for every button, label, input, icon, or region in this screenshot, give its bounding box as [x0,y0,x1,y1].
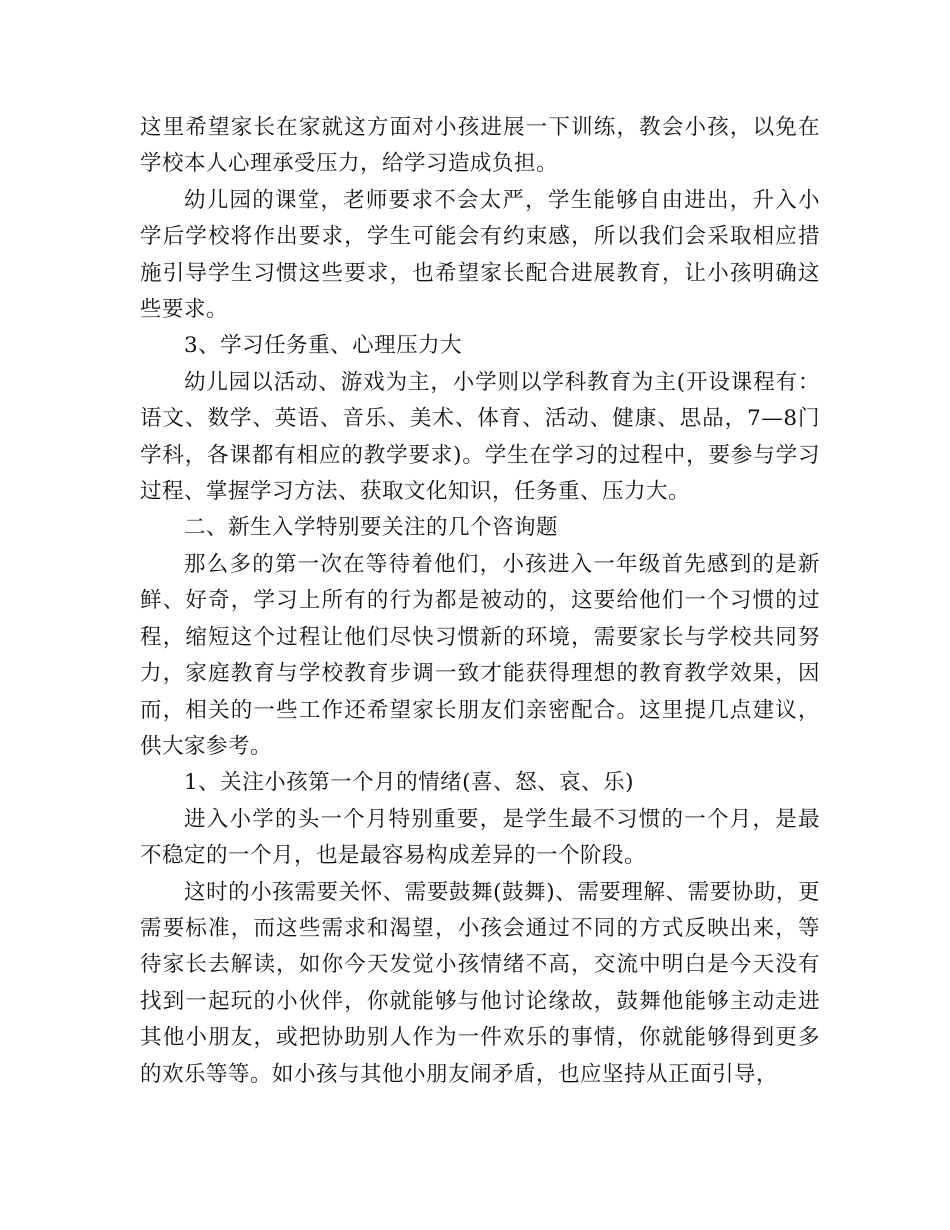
document-body [140,110,820,1093]
paragraph: 幼儿园以活动、游戏为主，小学则以学科教育为主(开设课程有：语文、数学、英语、音乐、美术、体育、活动、健康、思品，7—8门学科，各课都有相应的教学要求)。学生在学习的过程中，要参与学习过程、掌握学习方法、获取文化知识，任务重、压力大。 [140,369,820,505]
section-heading: 3、学习任务重、心理压力大 [184,333,463,359]
section-heading: 二、新生入学特别要关注的几个咨询题 [184,515,559,541]
paragraph: 这时的小孩需要关怀、需要鼓舞(鼓舞)、需要理解、需要协助，更需要标准，而这些需求和渴望，小孩会通过不同的方式反映出来，等待家长去解读，如你今天发觉小孩情绪不高，交流中明白是今天没有找到一起玩的小伙伴，你就能够与他讨论缘故，鼓舞他能够主动走进其他小朋友，或把协助别人作为一件欢乐的事情，你就能够得到更多的欢乐等等。如小孩与其他小朋友闹矛盾，也应坚持从正面引导， [140,879,820,1087]
paragraph: 那么多的第一次在等待着他们，小孩进入一年级首先感到的是新鲜、好奇，学习上所有的行为都是被动的，这要给他们一个习惯的过程，缩短这个过程让他们尽快习惯新的环境，需要家长与学校共同努力，家庭教育与学校教育步调一致才能获得理想的教育教学效果，因而，相关的一些工作还希望家长朋友们亲密配合。这里提几点建议，供大家参考。 [140,551,820,759]
section-heading: 1、关注小孩第一个月的情绪(喜、怒、哀、乐) [184,770,634,796]
paragraph: 这里希望家长在家就这方面对小孩进展一下训练，教会小孩，以免在学校本人心理承受压力，给学习造成负担。 [140,115,820,177]
paragraph: 进入小学的头一个月特别重要，是学生最不习惯的一个月，是最不稳定的一个月，也是最容易构成差异的一个阶段。 [140,806,820,869]
paragraph: 幼儿园的课堂，老师要求不会太严，学生能够自由进出，升入小学后学校将作出要求，学生可能会有约束感，所以我们会采取相应措施引导学生习惯这些要求，也希望家长配合进展教育，让小孩明确这些要求。 [140,187,820,323]
